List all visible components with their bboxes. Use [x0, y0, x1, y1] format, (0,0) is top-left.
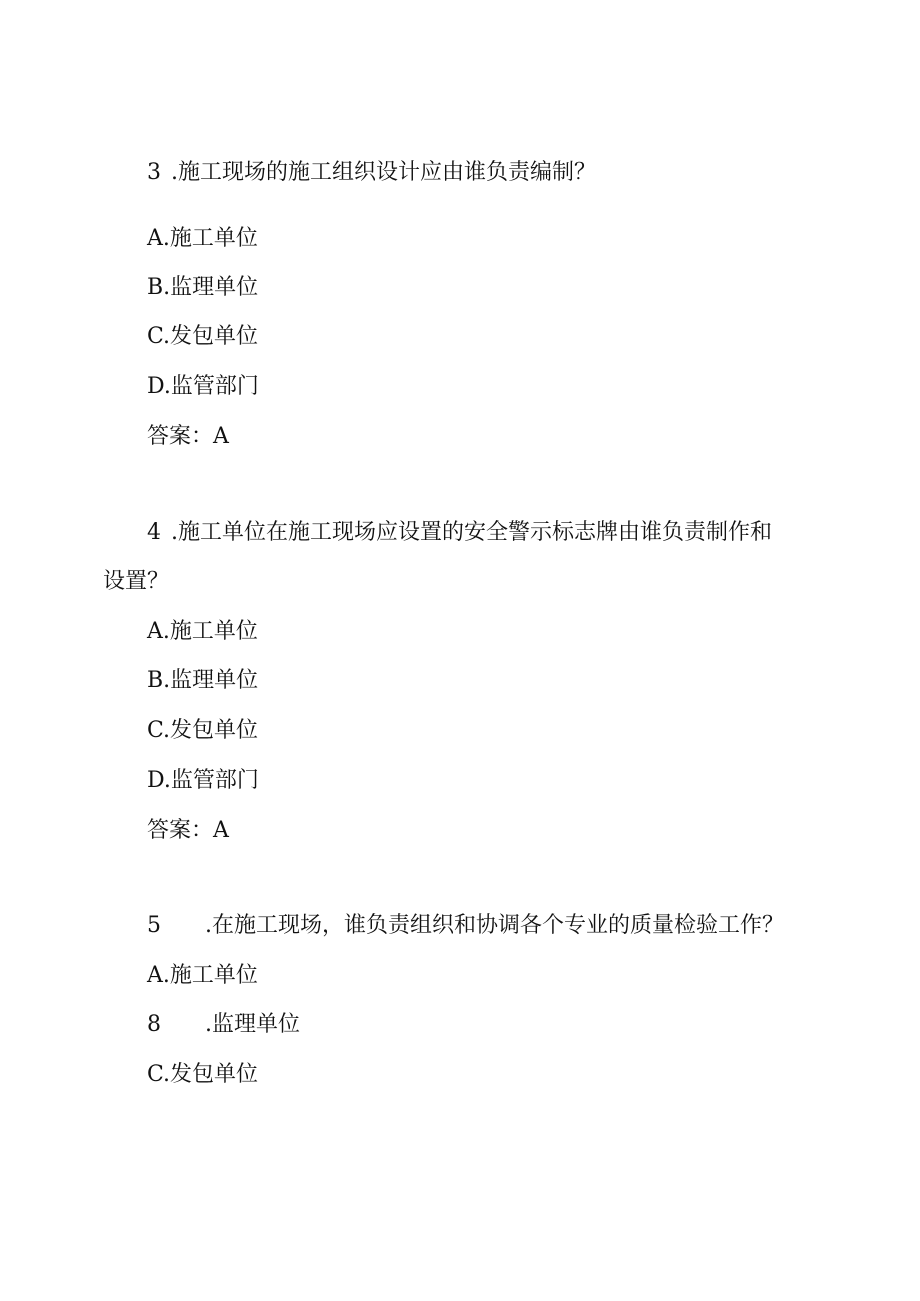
q5-option-c: C.发包单位: [147, 1062, 259, 1087]
q5-option-b: [147, 1010, 300, 1040]
q4-answer: 答案：A: [147, 818, 229, 843]
question-5: [147, 911, 784, 941]
q4-option-d: D.监管部门: [147, 768, 259, 793]
question-text: .施工现场的施工组织设计应由谁负责编制？: [171, 160, 596, 185]
q3-option-a: A.施工单位: [147, 226, 258, 251]
q4-option-b: B.监理单位: [147, 668, 259, 693]
q3-answer: 答案：A: [147, 424, 229, 449]
q4-option-a: A.施工单位: [147, 619, 258, 644]
option-number: 8: [147, 1012, 161, 1037]
question-number: 4: [147, 520, 161, 545]
question-3: [147, 158, 596, 188]
question-4: [147, 518, 772, 548]
question-number: 5: [147, 913, 161, 938]
option-text: .监理单位: [205, 1012, 300, 1037]
question-text-line1: .施工单位在施工现场应设置的安全警示标志牌由谁负责制作和: [171, 520, 772, 545]
q3-option-d: D.监管部门: [147, 374, 259, 399]
q5-option-a: A.施工单位: [147, 963, 258, 988]
q3-option-b: B.监理单位: [147, 275, 259, 300]
q4-option-c: C.发包单位: [147, 718, 259, 743]
question-text-line2: 设置？: [103, 569, 170, 594]
question-text: .在施工现场，谁负责组织和协调各个专业的质量检验工作？: [205, 913, 784, 938]
q3-option-c: C.发包单位: [147, 324, 259, 349]
question-number: 3: [147, 160, 161, 185]
